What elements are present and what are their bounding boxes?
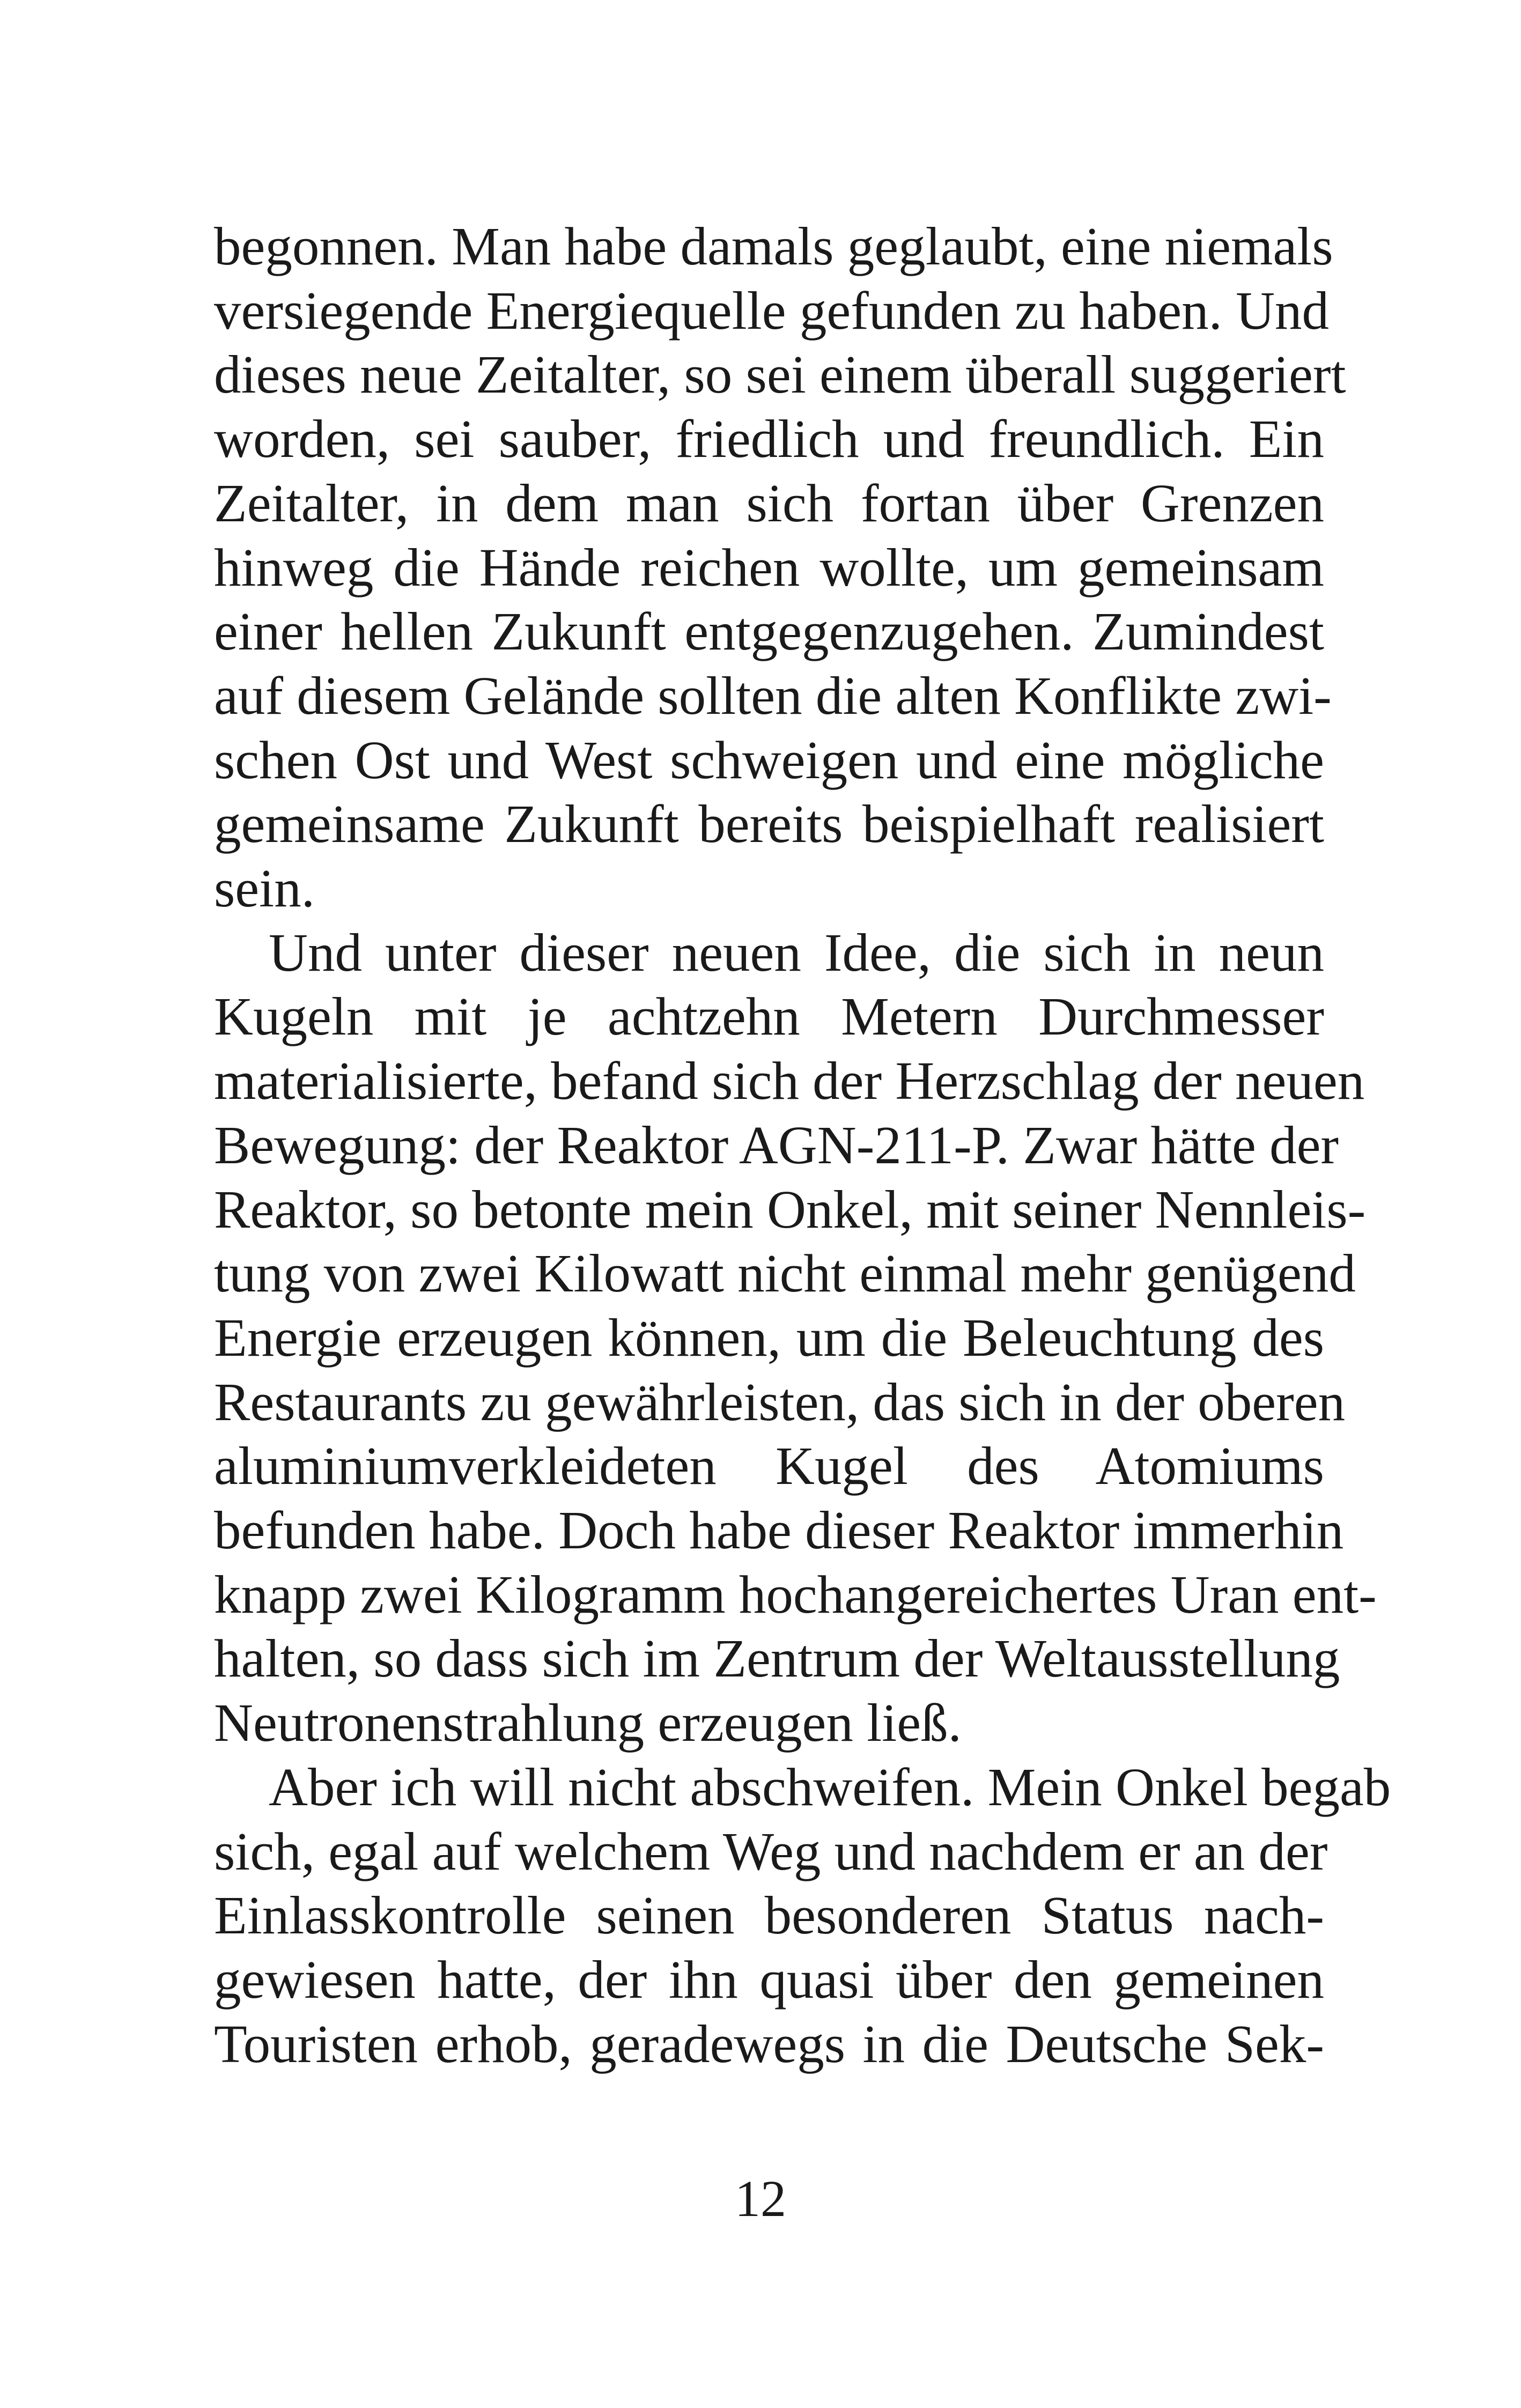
text-line: sein.	[214, 858, 315, 919]
text-line: Reaktor, so betonte mein Onkel, mit seiner Nennleis-	[214, 1179, 1366, 1239]
paragraph-1	[214, 215, 1346, 921]
text-line: begonnen. Man habe damals geglaubt, eine niemals	[214, 216, 1333, 276]
text-line: gewiesen hatte, der ihn quasi über den gemeinen	[214, 1949, 1324, 2010]
text-line: gemeinsame Zukunft bereits beispielhaft realisiert	[214, 794, 1324, 854]
text-line: tung von zwei Kilowatt nicht einmal mehr genügend	[214, 1243, 1356, 1304]
paragraph-3	[214, 1755, 1391, 2077]
text-line: knapp zwei Kilogramm hochangereichertes Uran ent-	[214, 1564, 1377, 1624]
paragraph-2	[214, 921, 1377, 1755]
text-line: schen Ost und West schweigen und eine mögliche	[214, 729, 1324, 790]
text-line: Neutronenstrahlung erzeugen ließ.	[214, 1693, 962, 1753]
text-line: aluminiumverkleideten Kugel des Atomiums	[214, 1436, 1324, 1496]
text-line: worden, sei sauber, friedlich und freundlich. Ein	[214, 409, 1324, 469]
text-line: versiegende Energiequelle gefunden zu haben. Und	[214, 280, 1330, 341]
text-line: dieses neue Zeitalter, so sei einem überall suggeriert	[214, 344, 1346, 405]
text-line: Aber ich will nicht abschweifen. Mein Onkel begab	[269, 1756, 1391, 1817]
text-line: halten, so dass sich im Zentrum der Weltausstellung	[214, 1628, 1340, 1689]
text-line: Touristen erhob, geradewegs in die Deutsche Sek-	[214, 2013, 1324, 2074]
text-line: Zeitalter, in dem man sich fortan über Grenzen	[214, 472, 1324, 533]
text-line: materialisierte, befand sich der Herzschlag der neuen	[214, 1051, 1365, 1111]
text-line: Bewegung: der Reaktor AGN-211-P. Zwar hätte der	[214, 1114, 1339, 1175]
text-line: Und unter dieser neuen Idee, die sich in neun	[269, 922, 1324, 983]
text-line: einer hellen Zukunft entgegenzugehen. Zumindest	[214, 601, 1324, 662]
body-text	[214, 215, 1391, 2076]
text-line: Restaurants zu gewährleisten, das sich in der oberen	[214, 1371, 1346, 1432]
text-line: Energie erzeugen können, um die Beleuchtung des	[214, 1307, 1324, 1368]
text-line: Einlasskontrolle seinen besonderen Status nach-	[214, 1885, 1324, 1946]
text-line: auf diesem Gelände sollten die alten Konflikte zwi-	[214, 665, 1332, 726]
text-line: befunden habe. Doch habe dieser Reaktor immerhin	[214, 1500, 1344, 1561]
page-number: 12	[735, 2170, 786, 2227]
text-line: sich, egal auf welchem Weg und nachdem er an der	[214, 1821, 1328, 1881]
text-line: Kugeln mit je achtzehn Metern Durchmesser	[214, 986, 1324, 1047]
text-line: hinweg die Hände reichen wollte, um gemeinsam	[214, 537, 1324, 597]
